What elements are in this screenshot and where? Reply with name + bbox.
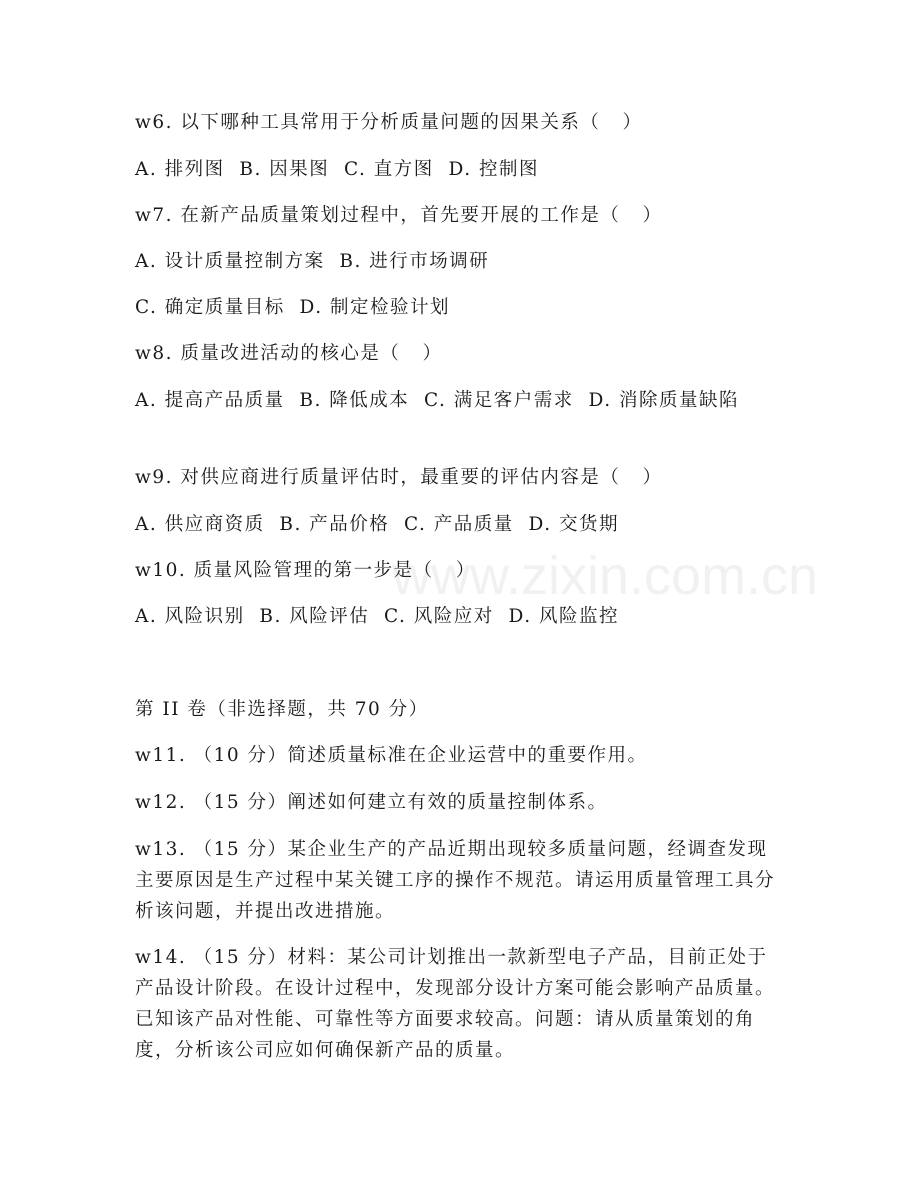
question-14: w14. （15 分）材料：某公司计划推出一款新型电子产品，目前正处于产品设计阶段。在设计过程中，发现部分设计方案可能会影响产品质量。已知该产品对性能、可靠性等方面要求较高。问题：请从质量策划的角度，分析该公司应如何确保新产品的质量。 [135, 947, 776, 1061]
section-2-heading: 第 II 卷（非选择题，共 70 分） [135, 699, 429, 720]
question-13: w13. （15 分）某企业生产的产品近期出现较多质量问题，经调查发现主要原因是生产过程中某关键工序的操作不规范。请运用质量管理工具分析该问题，并提出改进措施。 [135, 839, 776, 922]
question-9-stem: w9. 对供应商进行质量评估时，最重要的评估内容是（ ） [135, 467, 663, 488]
question-11: w11. （10 分）简述质量标准在企业运营中的重要作用。 [135, 745, 648, 766]
question-8-options: A. 提高产品质量 B. 降低成本 C. 满足客户需求 D. 消除质量缺陷 [135, 390, 739, 411]
question-10-stem: w10. 质量风险管理的第一步是（ ） [135, 560, 476, 581]
watermark-text: www.zixin.com.cn [392, 546, 819, 606]
question-6-stem: w6. 以下哪种工具常用于分析质量问题的因果关系（ ） [135, 112, 643, 133]
question-7-options-line-2: C. 确定质量目标 D. 制定检验计划 [135, 297, 450, 318]
question-6-options: A. 排列图 B. 因果图 C. 直方图 D. 控制图 [135, 159, 539, 180]
question-10-options: A. 风险识别 B. 风险评估 C. 风险应对 D. 风险监控 [135, 606, 619, 627]
question-8-stem: w8. 质量改进活动的核心是（ ） [135, 343, 443, 364]
question-9-options: A. 供应商资质 B. 产品价格 C. 产品质量 D. 交货期 [135, 514, 619, 535]
question-7-stem: w7. 在新产品质量策划过程中，首先要开展的工作是（ ） [135, 205, 663, 226]
question-12: w12. （15 分）阐述如何建立有效的质量控制体系。 [135, 792, 608, 813]
question-7-options-line-1: A. 设计质量控制方案 B. 进行市场调研 [135, 251, 490, 272]
